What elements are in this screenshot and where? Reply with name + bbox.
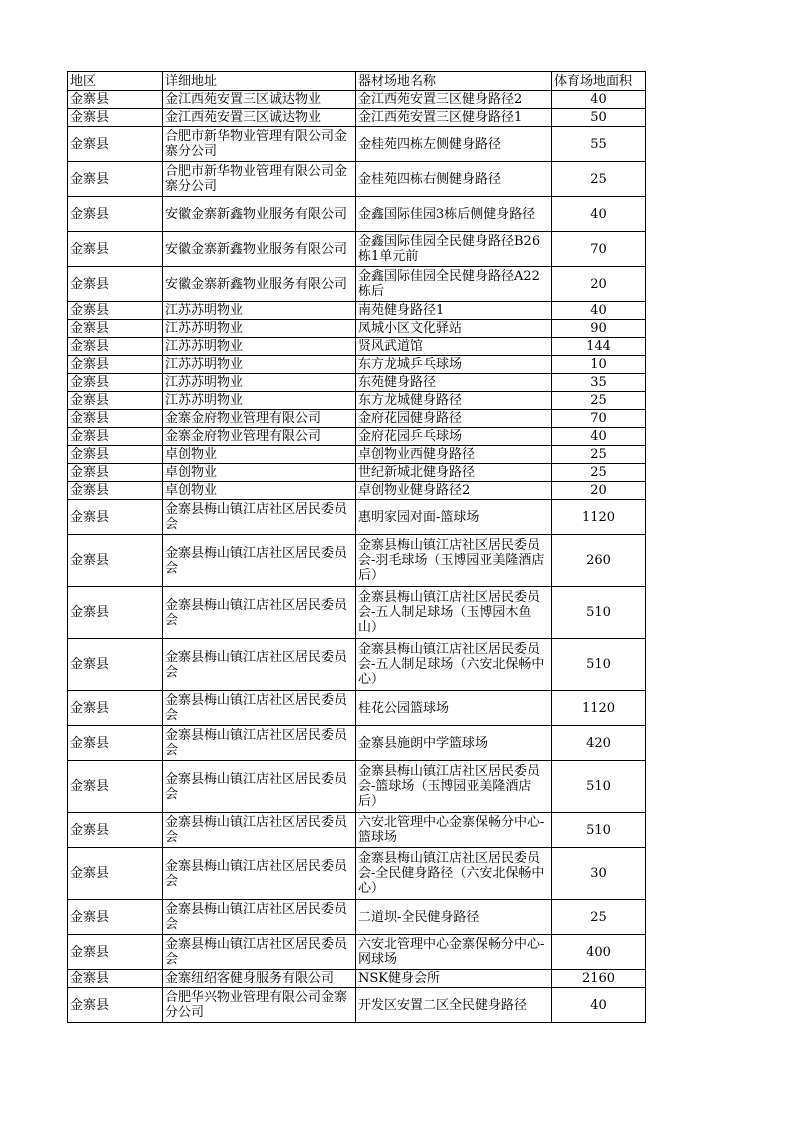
cell-area: 40	[552, 302, 646, 320]
cell-region: 金寨县	[68, 500, 163, 535]
cell-address: 金寨县梅山镇江店社区居民委员会	[163, 900, 356, 935]
table-row	[68, 428, 646, 446]
cell-venue: 卓创物业西健身路径	[356, 446, 552, 464]
cell-region: 金寨县	[68, 127, 163, 162]
table-row	[68, 587, 646, 639]
cell-venue: 六安北管理中心金寨保畅分中心-网球场	[356, 935, 552, 970]
cell-area: 25	[552, 162, 646, 197]
cell-address: 金寨县梅山镇江店社区居民委员会	[163, 535, 356, 587]
cell-area: 25	[552, 464, 646, 482]
cell-region: 金寨县	[68, 535, 163, 587]
table-row	[68, 320, 646, 338]
cell-region: 金寨县	[68, 91, 163, 109]
cell-address: 安徽金寨新鑫物业服务有限公司	[163, 232, 356, 267]
cell-region: 金寨县	[68, 320, 163, 338]
cell-area: 40	[552, 197, 646, 232]
cell-venue: 贤风武道馆	[356, 338, 552, 356]
cell-region: 金寨县	[68, 392, 163, 410]
cell-area: 10	[552, 356, 646, 374]
cell-venue: 金江西苑安置三区健身路径1	[356, 109, 552, 127]
cell-address: 卓创物业	[163, 464, 356, 482]
cell-region: 金寨县	[68, 338, 163, 356]
cell-region: 金寨县	[68, 464, 163, 482]
cell-area: 25	[552, 446, 646, 464]
cell-region: 金寨县	[68, 935, 163, 970]
table-row	[68, 691, 646, 726]
table-row	[68, 410, 646, 428]
cell-address: 江苏苏明物业	[163, 302, 356, 320]
cell-area: 1120	[552, 691, 646, 726]
cell-address: 合肥市新华物业管理有限公司金寨分公司	[163, 127, 356, 162]
cell-area: 2160	[552, 970, 646, 988]
table-row	[68, 900, 646, 935]
cell-venue: 凤城小区文化驿站	[356, 320, 552, 338]
cell-venue: 金寨县梅山镇江店社区居民委员会-五人制足球场（六安北保畅中心）	[356, 639, 552, 691]
table-row	[68, 91, 646, 109]
cell-area: 260	[552, 535, 646, 587]
cell-address: 安徽金寨新鑫物业服务有限公司	[163, 197, 356, 232]
cell-address: 江苏苏明物业	[163, 338, 356, 356]
cell-venue: 金鑫国际佳园3栋后侧健身路径	[356, 197, 552, 232]
cell-region: 金寨县	[68, 639, 163, 691]
table-row	[68, 197, 646, 232]
cell-area: 420	[552, 726, 646, 761]
cell-address: 金江西苑安置三区诚达物业	[163, 109, 356, 127]
cell-venue: 东方龙城乒乓球场	[356, 356, 552, 374]
cell-area: 20	[552, 267, 646, 302]
cell-region: 金寨县	[68, 197, 163, 232]
cell-address: 合肥华兴物业管理有限公司金寨分公司	[163, 988, 356, 1023]
cell-region: 金寨县	[68, 813, 163, 848]
cell-region: 金寨县	[68, 232, 163, 267]
table-row	[68, 267, 646, 302]
cell-region: 金寨县	[68, 988, 163, 1023]
cell-region: 金寨县	[68, 109, 163, 127]
cell-venue: 金寨县施朗中学篮球场	[356, 726, 552, 761]
cell-region: 金寨县	[68, 410, 163, 428]
cell-venue: 金桂苑四栋左侧健身路径	[356, 127, 552, 162]
cell-region: 金寨县	[68, 970, 163, 988]
cell-venue: 世纪新城北健身路径	[356, 464, 552, 482]
cell-venue: 桂花公园篮球场	[356, 691, 552, 726]
table-row	[68, 482, 646, 500]
table-row	[68, 464, 646, 482]
cell-region: 金寨县	[68, 587, 163, 639]
cell-address: 金寨县梅山镇江店社区居民委员会	[163, 726, 356, 761]
cell-area: 400	[552, 935, 646, 970]
table-row	[68, 988, 646, 1023]
table-row	[68, 356, 646, 374]
cell-address: 金寨县梅山镇江店社区居民委员会	[163, 848, 356, 900]
cell-address: 金江西苑安置三区诚达物业	[163, 91, 356, 109]
table-row	[68, 726, 646, 761]
cell-region: 金寨县	[68, 726, 163, 761]
cell-address: 金寨纽绍客健身服务有限公司	[163, 970, 356, 988]
cell-region: 金寨县	[68, 267, 163, 302]
cell-address: 金寨县梅山镇江店社区居民委员会	[163, 935, 356, 970]
cell-venue: 惠明家园对面-篮球场	[356, 500, 552, 535]
table-row	[68, 813, 646, 848]
cell-address: 金寨金府物业管理有限公司	[163, 428, 356, 446]
table-row	[68, 761, 646, 813]
cell-area: 25	[552, 392, 646, 410]
cell-area: 70	[552, 232, 646, 267]
table-row	[68, 970, 646, 988]
table-row	[68, 109, 646, 127]
table-row	[68, 639, 646, 691]
cell-venue: 二道坝-全民健身路径	[356, 900, 552, 935]
table-row	[68, 392, 646, 410]
cell-address: 金寨县梅山镇江店社区居民委员会	[163, 761, 356, 813]
cell-region: 金寨县	[68, 848, 163, 900]
cell-venue: 金桂苑四栋右侧健身路径	[356, 162, 552, 197]
cell-venue: 卓创物业健身路径2	[356, 482, 552, 500]
cell-region: 金寨县	[68, 302, 163, 320]
header-address: 详细地址	[163, 72, 356, 91]
cell-area: 40	[552, 428, 646, 446]
cell-area: 510	[552, 639, 646, 691]
table-row	[68, 338, 646, 356]
cell-address: 卓创物业	[163, 482, 356, 500]
cell-area: 50	[552, 109, 646, 127]
cell-area: 510	[552, 587, 646, 639]
table-row	[68, 232, 646, 267]
cell-address: 江苏苏明物业	[163, 320, 356, 338]
cell-venue: 金寨县梅山镇江店社区居民委员会-五人制足球场（玉博园木鱼山）	[356, 587, 552, 639]
cell-address: 金寨县梅山镇江店社区居民委员会	[163, 500, 356, 535]
cell-area: 25	[552, 900, 646, 935]
table-row	[68, 127, 646, 162]
cell-area: 40	[552, 988, 646, 1023]
table-row	[68, 500, 646, 535]
cell-area: 70	[552, 410, 646, 428]
cell-address: 合肥市新华物业管理有限公司金寨分公司	[163, 162, 356, 197]
cell-venue: 金府花园健身路径	[356, 410, 552, 428]
cell-address: 金寨县梅山镇江店社区居民委员会	[163, 813, 356, 848]
cell-address: 江苏苏明物业	[163, 392, 356, 410]
cell-area: 510	[552, 761, 646, 813]
table-row	[68, 535, 646, 587]
cell-area: 35	[552, 374, 646, 392]
cell-address: 江苏苏明物业	[163, 356, 356, 374]
cell-address: 金寨县梅山镇江店社区居民委员会	[163, 587, 356, 639]
cell-address: 金寨县梅山镇江店社区居民委员会	[163, 691, 356, 726]
cell-region: 金寨县	[68, 162, 163, 197]
cell-address: 江苏苏明物业	[163, 374, 356, 392]
table-row	[68, 162, 646, 197]
cell-venue: 金寨县梅山镇江店社区居民委员会-羽毛球场（玉博园亚美隆酒店后）	[356, 535, 552, 587]
cell-region: 金寨县	[68, 374, 163, 392]
cell-venue: 开发区安置二区全民健身路径	[356, 988, 552, 1023]
cell-address: 金寨金府物业管理有限公司	[163, 410, 356, 428]
cell-region: 金寨县	[68, 428, 163, 446]
table-row	[68, 848, 646, 900]
cell-area: 40	[552, 91, 646, 109]
cell-venue: 金鑫国际佳园全民健身路径A22栋后	[356, 267, 552, 302]
venue-table	[67, 71, 646, 1023]
header-region: 地区	[68, 72, 163, 91]
cell-address: 金寨县梅山镇江店社区居民委员会	[163, 639, 356, 691]
cell-region: 金寨县	[68, 482, 163, 500]
table-row	[68, 302, 646, 320]
cell-venue: 六安北管理中心金寨保畅分中心-篮球场	[356, 813, 552, 848]
cell-venue: 金寨县梅山镇江店社区居民委员会-全民健身路径（六安北保畅中心）	[356, 848, 552, 900]
cell-address: 安徽金寨新鑫物业服务有限公司	[163, 267, 356, 302]
cell-address: 卓创物业	[163, 446, 356, 464]
cell-region: 金寨县	[68, 761, 163, 813]
table-row	[68, 935, 646, 970]
cell-venue: 金寨县梅山镇江店社区居民委员会-篮球场（玉博园亚美隆酒店后）	[356, 761, 552, 813]
cell-venue: 金鑫国际佳园全民健身路径B26栋1单元前	[356, 232, 552, 267]
table-header-row	[68, 72, 646, 91]
cell-venue: NSK健身会所	[356, 970, 552, 988]
cell-venue: 东苑健身路径	[356, 374, 552, 392]
cell-region: 金寨县	[68, 356, 163, 374]
cell-area: 20	[552, 482, 646, 500]
cell-venue: 东方龙城健身路径	[356, 392, 552, 410]
cell-area: 144	[552, 338, 646, 356]
cell-region: 金寨县	[68, 691, 163, 726]
cell-area: 1120	[552, 500, 646, 535]
cell-region: 金寨县	[68, 900, 163, 935]
header-venue: 器材场地名称	[356, 72, 552, 91]
cell-venue: 南苑健身路径1	[356, 302, 552, 320]
table-body	[68, 91, 646, 1023]
table-row	[68, 446, 646, 464]
cell-venue: 金江西苑安置三区健身路径2	[356, 91, 552, 109]
cell-area: 90	[552, 320, 646, 338]
cell-area: 30	[552, 848, 646, 900]
header-area: 体育场地面积	[552, 72, 646, 91]
cell-area: 55	[552, 127, 646, 162]
table-row	[68, 374, 646, 392]
cell-area: 510	[552, 813, 646, 848]
cell-region: 金寨县	[68, 446, 163, 464]
cell-venue: 金府花园乒乓球场	[356, 428, 552, 446]
